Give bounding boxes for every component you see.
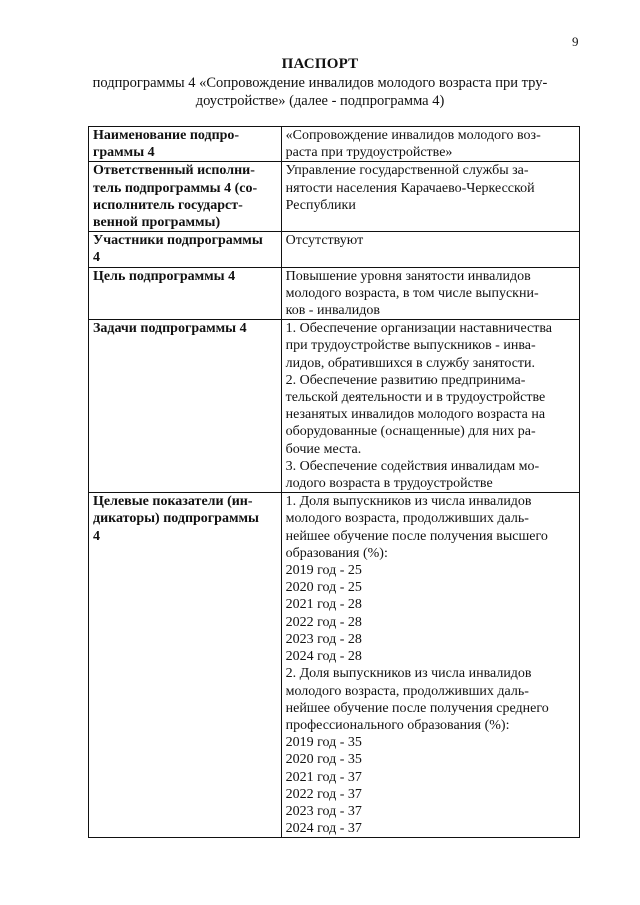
value-line: 2024 год - 37 [285,821,362,837]
value-line: оборудованные (оснащенные) для них ра- [285,424,536,440]
value-line: 2. Доля выпускников из числа инвалидов [285,666,532,682]
value-line: молодого возраста, продолживших даль- [285,683,529,699]
row-label [89,232,282,267]
label-line: Участники подпрограммы [93,233,263,249]
value-line: профессионального образования (%): [285,717,510,733]
row-label [89,320,282,493]
value-line: при трудоустройстве выпускников - инва- [285,338,536,354]
value-line: лидов, обратившихся в службу занятости. [285,355,536,371]
value-line: молодого возраста, продолживших даль- [285,511,529,527]
label-line: Наименование подпро- [93,128,240,143]
row-value [281,267,579,320]
value-line: 2022 год - 37 [285,786,362,802]
value-line: лодого возраста в трудоустройстве [285,476,493,492]
row-label [89,267,282,320]
label-line: венной программы) [93,215,221,231]
value-line: Повышение уровня занятости инвалидов [285,268,531,284]
value-line: 1. Доля выпускников из числа инвалидов [285,494,532,510]
value-line: незанятых инвалидов молодого возраста на [285,407,546,423]
value-line: тельской деятельности и в трудоустройстве [285,390,546,406]
row-label [89,493,282,838]
label-line: Задачи подпрограммы 4 [93,321,247,337]
value-line: «Сопровождение инвалидов молодого воз- [285,128,541,143]
row-value [281,493,579,838]
row-value [281,127,579,162]
value-line: 2022 год - 28 [285,614,362,630]
label-line: Ответственный исполни- [93,163,255,179]
label-line: исполнитель государст- [93,197,243,213]
label-line: Цель подпрограммы 4 [93,268,236,284]
passport-table [88,126,580,838]
value-line: 2023 год - 28 [285,631,362,647]
value-line: 2021 год - 37 [285,769,362,785]
value-line: ков - инвалидов [285,303,380,319]
table-row-tasks [89,320,580,493]
value-line: раста при трудоустройстве» [285,145,453,161]
value-line: 2023 год - 37 [285,803,362,819]
row-label [89,127,282,162]
value-line: нейшее обучение после получения среднего [285,700,549,716]
value-line: 2024 год - 28 [285,649,362,665]
label-line: Целевые показатели (ин- [93,494,253,510]
row-label [89,162,282,232]
label-line: дикаторы) подпрограммы [93,511,259,527]
subtitle-line: доустройстве» (далее - подпрограмма 4) [195,93,445,109]
table-row-executor [89,162,580,232]
value-line: 2021 год - 28 [285,597,362,613]
value-line: молодого возраста, в том числе выпускни- [285,285,539,301]
row-value [281,320,579,493]
document-subtitle [70,74,570,110]
table-row-participants [89,232,580,267]
table-row-goal [89,267,580,320]
document-title: ПАСПОРТ [281,56,359,72]
value-line: нейшее обучение после получения высшего [285,528,548,544]
label-line: тель подпрограммы 4 (со- [93,180,258,196]
value-line: 2019 год - 25 [285,563,362,579]
label-line: граммы 4 [93,145,155,161]
value-line: бочие места. [285,441,362,457]
table-row-name [89,127,580,162]
row-value [281,232,579,267]
value-line: 2020 год - 35 [285,752,362,768]
value-line: Республики [285,197,356,213]
table-row-indicators [89,493,580,838]
value-line: Отсутствуют [285,233,364,249]
value-line: образования (%): [285,545,388,561]
value-line: 2. Обеспечение развитию предпринима- [285,372,526,388]
value-line: 3. Обеспечение содействия инвалидам мо- [285,458,540,474]
value-line: 2020 год - 25 [285,580,362,596]
row-value [281,162,579,232]
subtitle-line: подпрограммы 4 «Сопровождение инвалидов молодого возраста при тру- [92,75,548,91]
label-line: 4 [93,250,100,266]
label-line: 4 [93,528,100,544]
value-line: нятости населения Карачаево-Черкесской [285,180,535,196]
value-line: 1. Обеспечение организации наставничества [285,321,552,337]
value-line: Управление государственной службы за- [285,163,529,179]
page-number: 9 [572,34,579,49]
value-line: 2019 год - 35 [285,735,362,751]
